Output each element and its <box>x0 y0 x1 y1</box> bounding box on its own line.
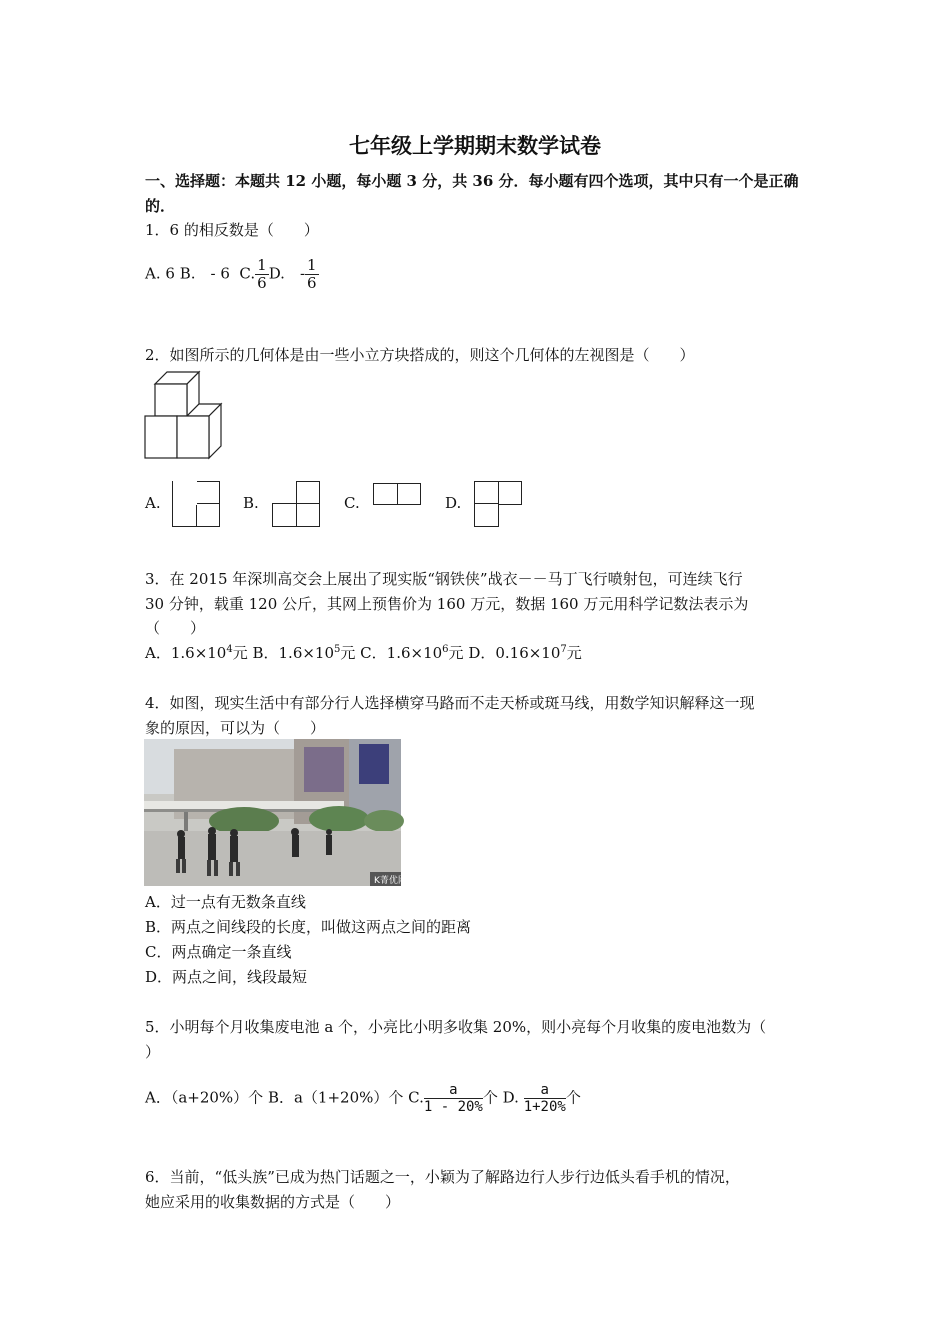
q2-option-a-label: A. <box>145 494 161 512</box>
question-5-line1: 5．小明每个月收集废电池 a 个，小亮比小明多收集 20%，则小亮每个月收集的废电池数为（ <box>145 1018 767 1036</box>
question-6-line2: 她应采用的收集数据的方式是（ ） <box>145 1193 401 1211</box>
q1-option-b: B. - 6 <box>179 264 230 283</box>
photo-watermark: K菁优网 <box>374 876 407 886</box>
q2-option-d-label: D. <box>445 494 462 512</box>
q1-option-c: C. <box>239 264 256 283</box>
q2-option-c-figure <box>373 483 421 505</box>
question-5-options: A．（a+20%）个 B．a（1+20%）个 C. $\frac{a}{1 - 20\%}$ 个 D. $\frac{a}{1+20\%}$ 个 <box>145 1082 581 1115</box>
street-photo <box>144 739 407 886</box>
page-title: 七年级上学期期末数学试卷 <box>349 133 601 158</box>
question-1-options <box>145 258 319 291</box>
q2-option-a-figure <box>172 481 220 527</box>
question-5-line2: ） <box>145 1043 161 1061</box>
q1-option-a: A. 6 <box>145 264 175 283</box>
question-6-line1: 6．当前，“低头族”已成为热门话题之一，小颖为了解路边行人步行边低头看手机的情况， <box>145 1168 740 1186</box>
q2-option-b-figure <box>272 481 320 527</box>
q4-option-d: D．两点之间，线段最短 <box>145 968 308 986</box>
q2-option-d-figure <box>474 481 522 527</box>
question-3-line2: 30 分钟，载重 120 公斤，其网上预售价为 160 万元，数据 160 万元用科学记数法表示为 <box>145 595 749 613</box>
q4-option-b: B．两点之间线段的长度，叫做这两点之间的距离 <box>145 918 472 936</box>
q1-fraction-c: $\frac{1}{6}$ <box>257 256 267 292</box>
question-3-options: A．$1.6\times 10^4$元 B．$1.6\times 10^5$元 C．$1.6\times 10^6$元 D．$0.16\times 10^7$元 <box>145 644 582 662</box>
q5-fraction-c: $\frac{a}{1 - 20\%}$ <box>423 1082 483 1115</box>
question-4-line2: 象的原因，可以为（ ） <box>145 719 326 737</box>
section-heading-cont: 的． <box>145 197 176 215</box>
section-heading: 一、选择题：本题共 12 小题，每小题 3 分，共 36 分．每小题有四个选项，其中只有一个是正确 <box>145 172 799 190</box>
q2-option-b-label: B. <box>243 494 259 512</box>
question-2-stem: 2．如图所示的几何体是由一些小立方块搭成的，则这个几何体的左视图是（ ） <box>145 346 695 364</box>
question-3-line3: （ ） <box>145 619 206 637</box>
cube-figure <box>143 368 225 462</box>
q5-fraction-d: $\frac{a}{1+20\%}$ <box>523 1082 566 1115</box>
q1-fraction-d: $\frac{1}{6}$ <box>307 256 317 292</box>
q1-option-d: D. - <box>268 264 306 283</box>
q4-option-a: A．过一点有无数条直线 <box>145 893 306 911</box>
question-4-line1: 4．如图，现实生活中有部分行人选择横穿马路而不走天桥或斑马线，用数学知识解释这一现 <box>145 694 755 712</box>
question-1-stem: 1．6 的相反数是（ ） <box>145 221 319 239</box>
q4-option-c: C．两点确定一条直线 <box>145 943 292 961</box>
question-3-line1: 3．在 2015 年深圳高交会上展出了现实版“钢铁侠”战衣－－马丁飞行喷射包，可连续飞行 <box>145 570 743 588</box>
q2-option-c-label: C. <box>344 494 360 512</box>
